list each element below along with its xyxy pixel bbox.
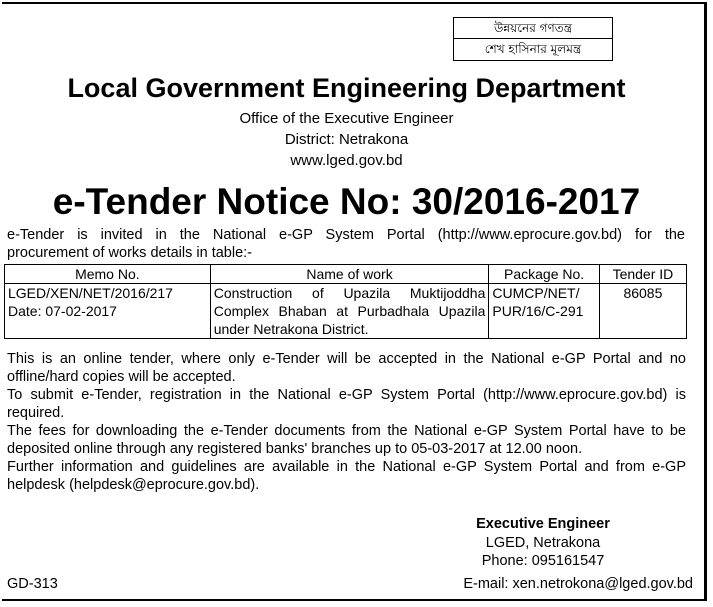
header-package-no: Package No. [489, 265, 599, 284]
organization-title: Local Government Engineering Department [67, 73, 626, 103]
header-tender-id: Tender ID [599, 265, 686, 284]
intro-line-1: e-Tender is invited in the National e-GP System Portal (http://www.eprocure.gov.bd) for the [7, 227, 685, 243]
signature-email[interactable]: E-mail: xen.netrokona@lged.gov.bd [463, 576, 693, 592]
signature-block [413, 515, 673, 571]
notice-title: e-Tender Notice No: 30/2016-2017 [52, 181, 641, 222]
header-name-of-work: Name of work [210, 265, 489, 284]
tender-conditions [7, 350, 686, 494]
header-memo-no: Memo No. [5, 265, 211, 284]
cell-work-name: Construction of Upazila Muktijoddha Complex Bhaban at Purbadhala Upazila under Netrakona District. [210, 284, 489, 339]
table-row [5, 284, 687, 339]
paragraph-online-tender: This is an online tender, where only e-Tender will be accepted in the National e-GP Portal and no offline/hard copies will be accepted. [7, 351, 686, 385]
office-name: Office of the Executive Engineer [239, 110, 454, 127]
paragraph-registration: To submit e-Tender, registration in the National e-GP System Portal (http://www.eprocure.gov.bd) is required. [7, 387, 686, 421]
cell-memo [5, 284, 211, 339]
footer-code: GD-313 [7, 576, 58, 592]
website-link[interactable]: www.lged.gov.bd [290, 152, 403, 169]
paragraph-fees: The fees for downloading the e-Tender documents from the National e-GP System Portal have to be deposited online through any registered banks' branches up to 05-03-2017 at 12.00 noon. [7, 423, 686, 457]
signature-office: LGED, Netrakona [485, 534, 601, 551]
intro-line-2: procurement of works details in table:- [7, 245, 252, 261]
signature-title: Executive Engineer [476, 516, 610, 532]
table-header-row [5, 265, 687, 284]
slogan-line-2: শেখ হাসিনার মূলমন্ত্র [484, 42, 582, 56]
cell-tender-id: 86085 [599, 284, 686, 339]
memo-number: LGED/XEN/NET/2016/217 [8, 285, 173, 301]
memo-date: Date: 07-02-2017 [8, 303, 117, 319]
district-name: District: Netrakona [284, 131, 409, 148]
package-line-2: PUR/16/C-291 [492, 303, 584, 319]
slogan-box [453, 17, 613, 61]
tender-table [4, 264, 687, 339]
slogan-line-1: উন্নয়নের গণতন্ত্র [454, 18, 612, 39]
signature-phone: Phone: 095161547 [481, 553, 605, 569]
cell-package [489, 284, 599, 339]
paragraph-further-info: Further information and guidelines are available in the National e-GP System Portal and from e-GP helpdesk (helpdesk@eprocure.gov.bd). [7, 459, 686, 493]
package-line-1: CUMCP/NET/ [492, 285, 580, 301]
